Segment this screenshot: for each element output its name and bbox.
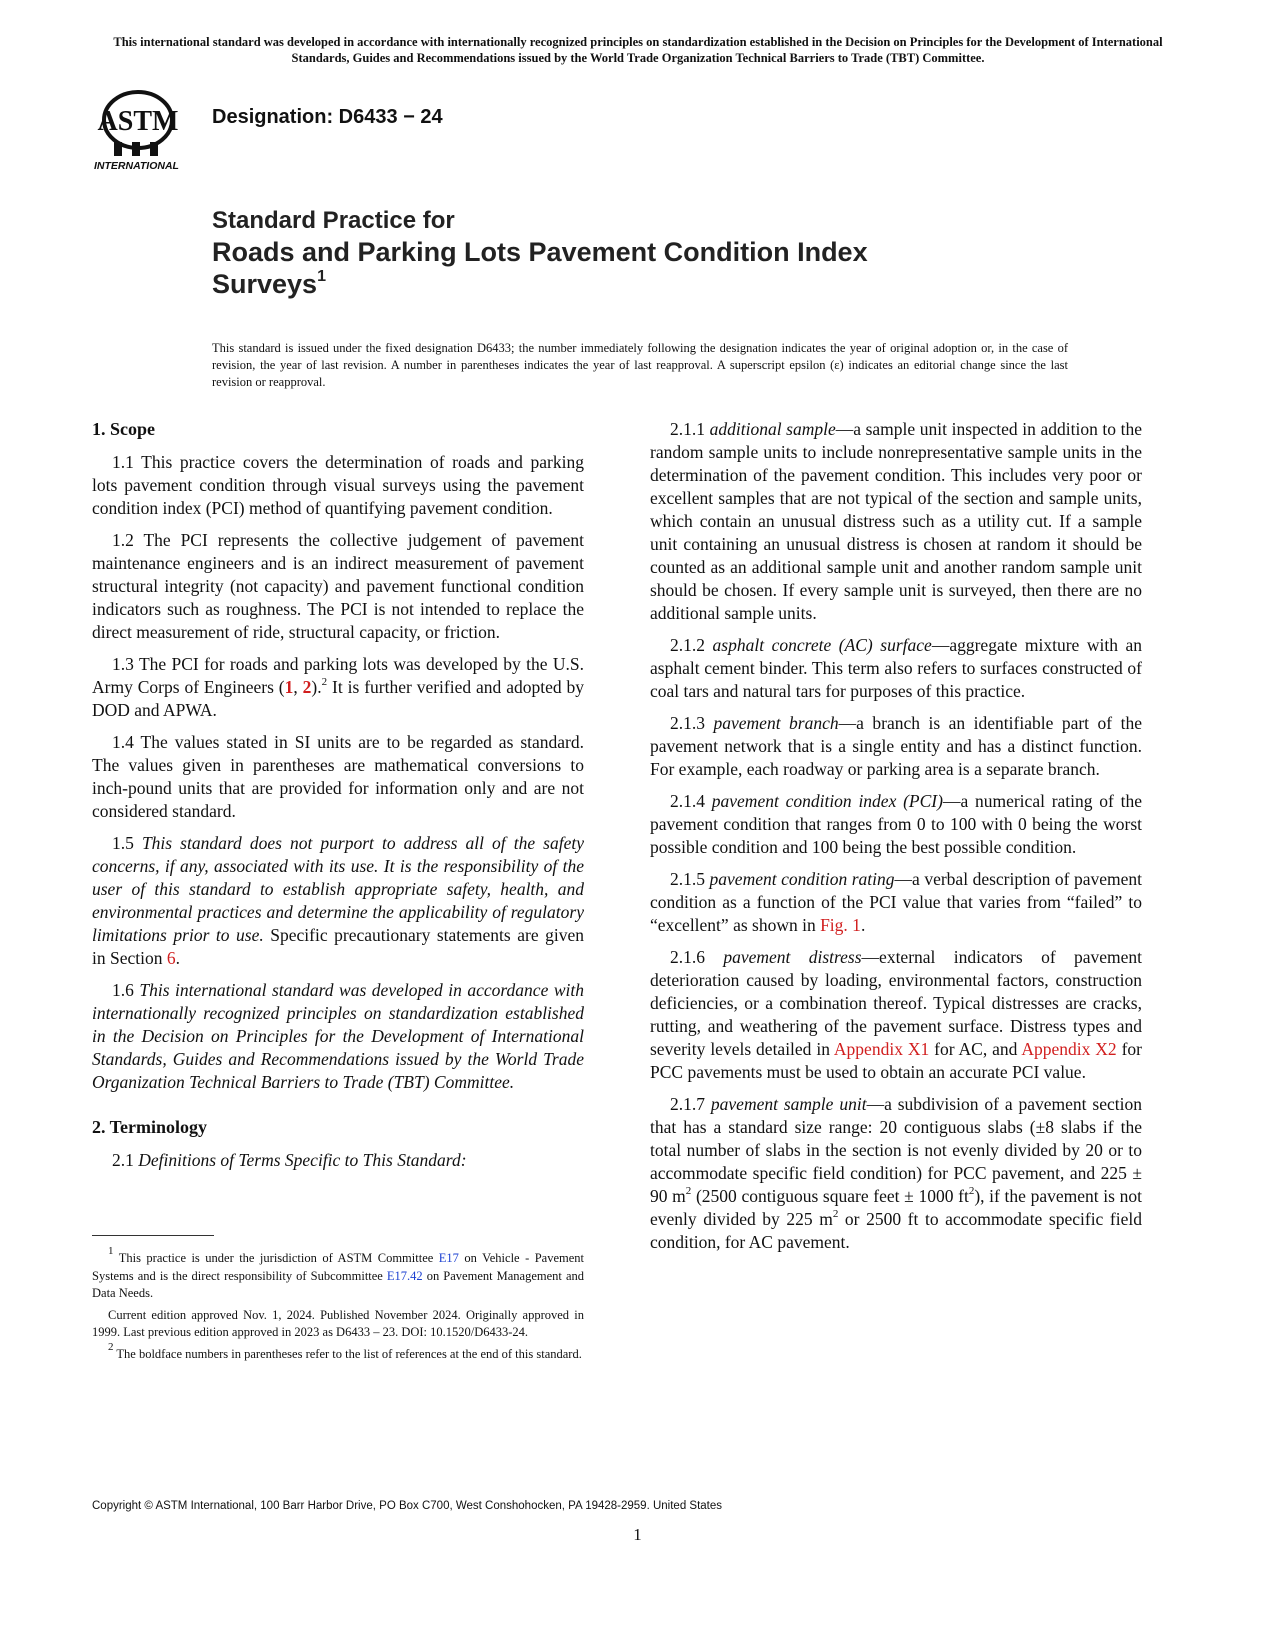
top-notice: This international standard was developed in accordance with internationally recognized principles on standardization established in the Decision on Principles for the Development of International Standards, Guides and Recommendations issued by the World Trade Organization Technical Barriers to Trade (TBT) Committee. [113,35,1163,65]
para-1-2: 1.2 The PCI represents the collective judgement of pavement maintenance engineers and is an indirect measurement of pavement structural integrity (not capacity) and pavement functional condition indicators such as roughness. The PCI is not intended to replace the direct measurement of ride, structural capacity, or friction. [92,530,584,642]
def-2-1-3: 2.1.3 pavement branch—a branch is an identifiable part of the pavement network that is a single entity and has a distinct function. For example, each roadway or parking area is a separate branch. [650,713,1142,779]
def-2-1-2: 2.1.2 asphalt concrete (AC) surface—aggregate mixture with an asphalt cement binder. This term also refers to surfaces constructed of coal tars and natural tars for purposes of this practice. [650,635,1143,701]
astm-logo [92,86,192,174]
designation: Designation: D6433 − 24 [212,106,443,128]
para-1-3: 1.3 The PCI for roads and parking lots was developed by the U.S. Army Corps of Engineers (1, 2).$^2$ It is further verified and adopted by DOD and APWA. [92,654,584,720]
title-line-1: Standard Practice for [212,207,455,234]
para-1-5: 1.5 This standard does not purport to address all of the safety concerns, if any, associated with its use. It is the responsibility of the user of this standard to establish appropriate safety, health, and environmental practices and determine the applicability of regulatory limitations prior to use. Specific precautionary statements are given in Section 6. [92,833,585,968]
issue-note: This standard is issued under the fixed designation D6433; the number immediately following the designation indicates the year of original adoption or, in the case of revision, the year of last revision. A number in parentheses indicates the year of last reapproval. A superscript epsilon (ε) indicates an editorial change since the last revision or reapproval. [212,341,1068,389]
footnote-1: $^1$ This practice is under the jurisdiction of ASTM Committee E17 on Vehicle - Pavement Systems and is the direct responsibility of Subcommittee E17.42 on Pavement Management and Data Needs. [92,1245,585,1300]
committee-e17-link[interactable]: E17 [438,1251,459,1265]
page-number: 1 [633,1525,642,1544]
title-line-2: Roads and Parking Lots Pavement Condition Index [212,237,868,267]
def-2-1-1: 2.1.1 additional sample—a sample unit inspected in addition to the random sample units to include nonrepresentative sample units in the determination of the pavement condition. This includes very poor or excellent samples that are not typical of the section and sample units, which contain an unusual distress such as a utility cut. If a sample unit containing an unusual distress is chosen at random it should be counted as an additional sample unit and another random sample unit should be chosen. If every sample unit is surveyed, then there are no additional sample units. [650,419,1143,623]
para-2-1: 2.1 Definitions of Terms Specific to This Standard: [112,1150,467,1170]
subcommittee-e1742-link[interactable]: E17.42 [386,1268,423,1283]
appendix-x2-link[interactable]: Appendix X2 [1021,1039,1117,1059]
footnote-2: $^2$ The boldface numbers in parentheses refer to the list of references at the end of this standard. [108,1340,582,1361]
def-2-1-4: 2.1.4 pavement condition index (PCI)—a numerical rating of the pavement condition that ranges from 0 to 100 with 0 being the worst possible condition and 100 being the best possible condition. [650,791,1143,857]
para-1-4: 1.4 The values stated in SI units are to be regarded as standard. The values given in parentheses are mathematical conversions to inch-pound units that are provided for information only and are not considered standard. [92,732,584,821]
ref-link-1[interactable]: 1 [284,677,294,697]
para-1-6: 1.6 This international standard was developed in accordance with internationally recognized principles on standardization established in the Decision on Principles for the Development of International Standards, Guides and Recommendations issued by the World Trade Organization Technical Barriers to Trade (TBT) Committee. [92,980,585,1092]
def-2-1-5: 2.1.5 pavement condition rating—a verbal description of pavement condition as a function of the PCI value that varies from “failed” to “excellent” as shown in Fig. 1. [650,869,1142,935]
left-column [92,418,584,1181]
copyright: Copyright © ASTM International, 100 Barr Harbor Drive, PO Box C700, West Conshohocken, PA 19428-2959. United States [92,1500,723,1512]
def-2-1-7: 2.1.7 pavement sample unit—a subdivision of a pavement section that has a standard size range: 20 contiguous slabs (±8 slabs if the total number of slabs in the section is not evenly divided by 20 or to accommodate specific field condition) for PCC pavement, and 225 ± 90 m$^2$ (2500 contiguous square feet ± 1000 ft$^2$), if the pavement is not evenly divided by 225 m$^2$ or 2500 ft to accommodate specific field condition, for AC pavement. [650,1094,1143,1252]
section-6-link[interactable]: 6 [166,948,176,968]
title-line-3: Surveys$^1$ [212,268,326,299]
section-scope-heading: 1. Scope [92,419,155,439]
footnote-divider [92,1235,214,1236]
ref-link-2[interactable]: 2 [302,677,312,697]
appendix-x1-link[interactable]: Appendix X1 [833,1039,930,1059]
right-column [650,418,1142,1263]
document-title [212,206,868,300]
svg-text:INTERNATIONAL: INTERNATIONAL [94,160,179,172]
svg-text:ASTM: ASTM [97,106,179,137]
fig-1-link[interactable]: Fig. 1 [820,915,861,935]
footnote-mark-2[interactable]: 2 [321,676,328,688]
para-1-1: 1.1 This practice covers the determination of roads and parking lots pavement condition through visual surveys using the pavement condition index (PCI) method of quantifying pavement condition. [92,452,584,518]
edition-note: Current edition approved Nov. 1, 2024. Published November 2024. Originally approved in 1999. Last previous edition approved in 2023 as D6433 – 23. DOI: 10.1520/D6433-24. [92,1307,584,1339]
footnotes [92,1245,585,1367]
def-2-1-6: 2.1.6 pavement distress—external indicators of pavement deterioration caused by loading, environmental factors, construction deficiencies, or a combination thereof. Typical distresses are cracks, rutting, and weathering of the pavement surface. Distress types and severity levels detailed in Appendix X1 for AC, and Appendix X2 for PCC pavements must be used to obtain an accurate PCI value. [650,947,1142,1082]
title-footnote-mark[interactable]: 1 [317,268,326,285]
section-terminology-heading: 2. Terminology [92,1117,208,1137]
